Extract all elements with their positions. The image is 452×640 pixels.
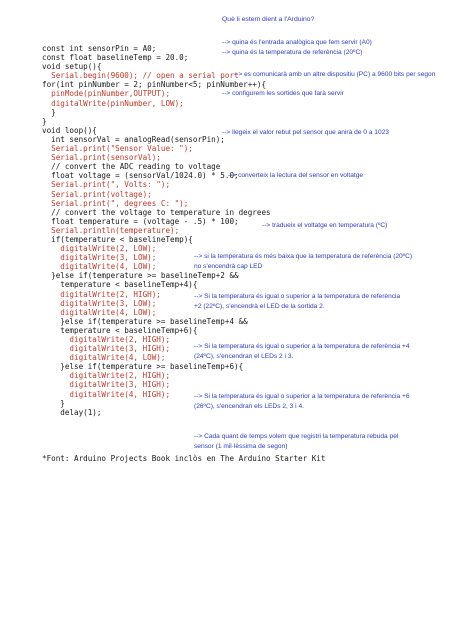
code-line: digitalWrite(3, LOW); xyxy=(42,298,157,308)
note-plus-four: --> Si la temperatura és igual o superior a la temperatura de referència +4 xyxy=(194,343,410,350)
footer-source: *Font: Arduino Projects Book inclòs en The Arduino Starter Kit xyxy=(42,454,326,463)
note-voltage: --> converteix la lectura del sensor en voltatge xyxy=(228,172,364,179)
code-line: digitalWrite(3, HIGH); xyxy=(42,380,171,390)
code-line: digitalWrite(2, HIGH); xyxy=(42,371,171,381)
note-serial-begin: --> es comunicarà amb un altre dispositiu (PC) a 9600 bits per segon xyxy=(234,71,436,78)
code-line: digitalWrite(4, LOW); xyxy=(42,353,166,363)
code-line: // convert the ADC reading to voltage xyxy=(42,162,221,172)
code-line: Serial.print(", Volts: "); xyxy=(42,180,171,190)
page-header: Què li estem dient a l'Arduino? xyxy=(222,16,315,23)
note-below-baseline-2: no s'encendrà cap LED xyxy=(194,263,263,270)
code-line: digitalWrite(3, HIGH); xyxy=(42,344,171,354)
note-plus-two: --> Si la temperatura és igual o superior a la temperatura de referència xyxy=(194,293,401,300)
code-line: if(temperature < baselineTemp){ xyxy=(42,234,193,244)
code-line: void setup(){ xyxy=(42,62,102,72)
note-temperature: --> tradueix el voltatge en temperatura (ºC) xyxy=(262,222,388,229)
code-line: pinMode(pinNumber,OUTPUT); xyxy=(42,89,171,99)
code-line: Serial.begin(9600); // open a serial port xyxy=(42,71,239,81)
note-delay-2: sensor (1 mil·lèssima de segon) xyxy=(194,443,288,450)
code-line: } xyxy=(42,398,65,408)
code-line: temperature < baselineTemp+4){ xyxy=(42,280,198,290)
code-line: const float baselineTemp = 20.0; xyxy=(42,53,189,63)
code-line: }else if(temperature >= baselineTemp+6){ xyxy=(42,362,244,372)
code-line: delay(1); xyxy=(42,407,102,417)
note-delay: --> Cada quant de temps volem que registri la temperatura rebuda pel xyxy=(194,433,399,440)
code-line: // convert the voltage to temperature in degrees xyxy=(42,207,271,217)
code-line: } xyxy=(42,116,47,126)
note-plus-two-2: +2 (22ºC), s'encendrà el LED de la sortida 2. xyxy=(194,303,325,310)
code-line: Serial.print(", degrees C: "); xyxy=(42,198,189,208)
code-line: Serial.print("Sensor Value: "); xyxy=(42,144,193,154)
code-line: Serial.print(voltage); xyxy=(42,189,152,199)
code-line: Serial.print(sensorVal); xyxy=(42,153,161,163)
note-plus-four-2: (24ºC), s'encendran el LEDs 2 i 3. xyxy=(194,353,294,360)
code-line: digitalWrite(3, LOW); xyxy=(42,253,157,263)
note-below-baseline: --> si la temperatura és més baixa que la temperatura de referència (20ºC) xyxy=(194,253,413,260)
code-line: digitalWrite(pinNumber, LOW); xyxy=(42,98,184,108)
code-line: temperature < baselineTemp+6){ xyxy=(42,325,198,335)
code-line: digitalWrite(2, LOW); xyxy=(42,244,157,254)
code-line: for(int pinNumber = 2; pinNumber<5; pinNumber++){ xyxy=(42,80,267,90)
note-sensor-pin: --> quina és l'entrada analògica que fem servir (A0) xyxy=(222,39,372,46)
code-line: digitalWrite(4, LOW); xyxy=(42,262,157,272)
code-line: digitalWrite(2, HIGH); xyxy=(42,289,161,299)
code-line: float voltage = (sensorVal/1024.0) * 5.0; xyxy=(42,171,239,181)
code-line: digitalWrite(2, HIGH); xyxy=(42,335,171,344)
code-line: digitalWrite(4, HIGH); xyxy=(42,389,171,399)
code-line: void loop(){ xyxy=(42,125,97,135)
code-line: }else if(temperature >= baselineTemp+4 && xyxy=(42,316,248,326)
note-pin-mode: --> configurem les sortides que farà servir xyxy=(222,90,344,97)
note-baseline-temp: --> quina és la temperatura de referència (20ºC) xyxy=(222,49,363,56)
note-analog-read: --> llegeix el valor rebut pel sensor que anirà de 0 a 1023 xyxy=(222,129,389,136)
code-line: int sensorVal = analogRead(sensorPin); xyxy=(42,134,225,144)
code-line: Serial.println(temperature); xyxy=(42,225,180,235)
code-line: float temperature = (voltage - .5) * 100; xyxy=(42,216,239,226)
code-line: }else if(temperature >= baselineTemp+2 && xyxy=(42,271,239,281)
note-plus-six: --> Si la temperatura és igual o superior a la temperatura de referència +6 xyxy=(194,393,410,400)
code-line: digitalWrite(4, LOW); xyxy=(42,307,157,317)
code-line: const int sensorPin = A0; xyxy=(42,44,157,53)
code-line: } xyxy=(42,107,56,117)
note-plus-six-2: (26ºC), s'encendran els LEDs 2, 3 i 4. xyxy=(194,403,304,410)
